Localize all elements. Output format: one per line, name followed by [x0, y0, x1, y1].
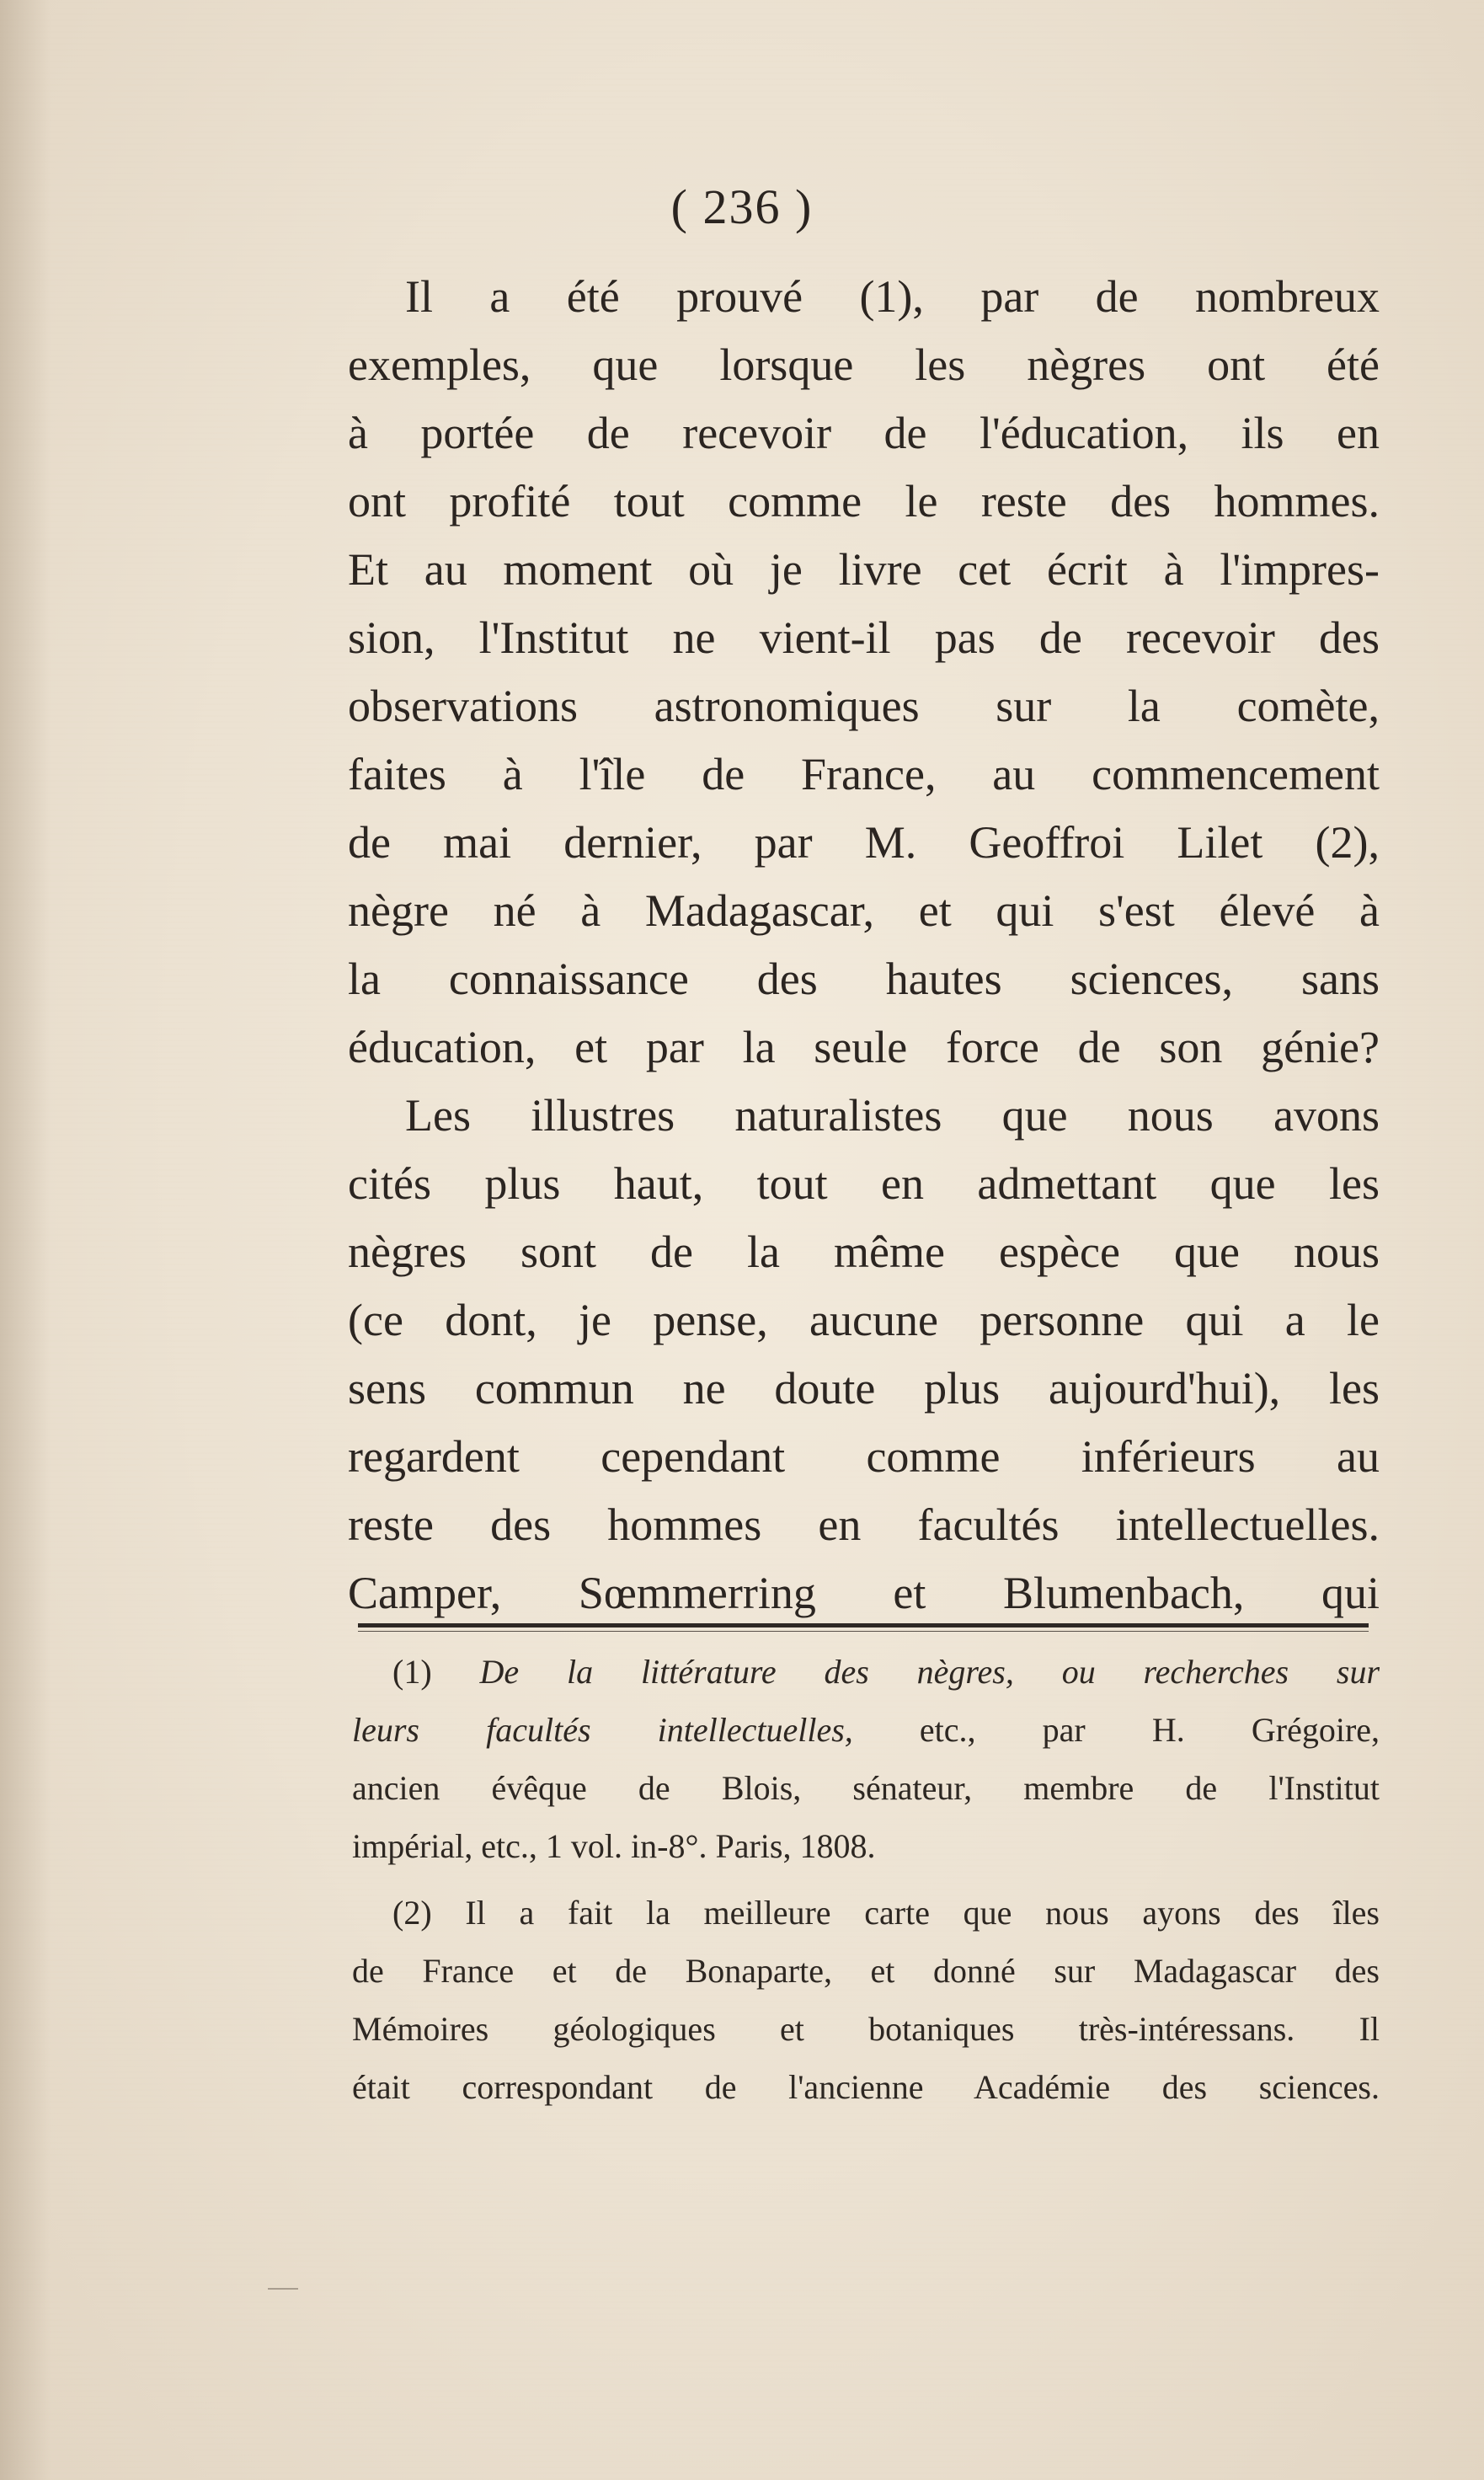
main-text-block [348, 263, 1380, 1628]
footnote-1-title-end: leurs facultés intellectuelles, [352, 1711, 853, 1749]
footnote-1-title: De la littérature des nègres, [479, 1653, 1014, 1691]
footnotes-block [352, 1643, 1380, 2116]
text-line: exemples, que lorsque les nègres ont été [348, 339, 1380, 390]
text-line: reste des hommes en facultés intellectuelles. [348, 1499, 1380, 1550]
footnote-1-line [352, 1643, 1380, 1701]
text-line: de mai dernier, par M. Geoffroi Lilet (2), [348, 817, 1380, 868]
footnote-2-line: de France et de Bonaparte, et donné sur Madagascar des [352, 1952, 1380, 1990]
text-line: Il a été prouvé (1), par de nombreux [405, 271, 1380, 322]
footnote-1-line: ancien évêque de Blois, sénateur, membre de l'Institut [352, 1769, 1380, 1807]
page-gutter-shadow [0, 0, 51, 2480]
footnote-1-line [352, 1701, 1380, 1759]
text-line: sens commun ne doute plus aujourd'hui), les [348, 1363, 1380, 1414]
footnote-gap [352, 1875, 1380, 1884]
text-line: sion, l'Institut ne vient-il pas de recevoir des [348, 612, 1380, 663]
footnote-2-line: était correspondant de l'ancienne Académie des sciences. [352, 2068, 1380, 2106]
footnote-1-line: impérial, etc., 1 vol. in-8°. Paris, 1808. [352, 1827, 876, 1865]
text-line: nègres sont de la même espèce que nous [348, 1227, 1380, 1277]
text-line: à portée de recevoir de l'éducation, ils en [348, 408, 1380, 458]
footnote-rule-thin [358, 1631, 1369, 1632]
text-line: faites à l'île de France, au commencement [348, 749, 1380, 799]
text-line: ont profité tout comme le reste des hommes. [348, 476, 1380, 526]
page-number: ( 236 ) [670, 179, 814, 234]
footnote-2-line: Mémoires géologiques et botaniques très-intéressans. Il [352, 2010, 1380, 2048]
text-line: cités plus haut, tout en admettant que les [348, 1158, 1380, 1209]
footnote-rule [358, 1623, 1369, 1628]
text-line: Camper, Sœmmerring et Blumenbach, qui [348, 1568, 1380, 1618]
text-line: observations astronomiques sur la comète, [348, 681, 1380, 731]
text-line: Et au moment où je livre cet écrit à l'impres- [348, 544, 1380, 595]
footnote-2-line: (2) Il a fait la meilleure carte que nous ayons des îles [392, 1894, 1380, 1932]
footnote-1-title-cont: ou recherches sur [1061, 1653, 1380, 1691]
footnote-1-marker: (1) [392, 1653, 432, 1691]
text-line: nègre né à Madagascar, et qui s'est élevé à [348, 885, 1380, 936]
text-line: (ce dont, je pense, aucune personne qui a le [348, 1295, 1380, 1345]
text-line: Les illustres naturalistes que nous avons [405, 1090, 1380, 1141]
footnote-1-author: etc., par H. Grégoire, [919, 1711, 1380, 1749]
text-line: regardent cependant comme inférieurs au [348, 1431, 1380, 1482]
text-line: éducation, et par la seule force de son génie? [348, 1022, 1380, 1072]
text-line: la connaissance des hautes sciences, sans [348, 954, 1380, 1004]
paper-mark [268, 2288, 298, 2290]
